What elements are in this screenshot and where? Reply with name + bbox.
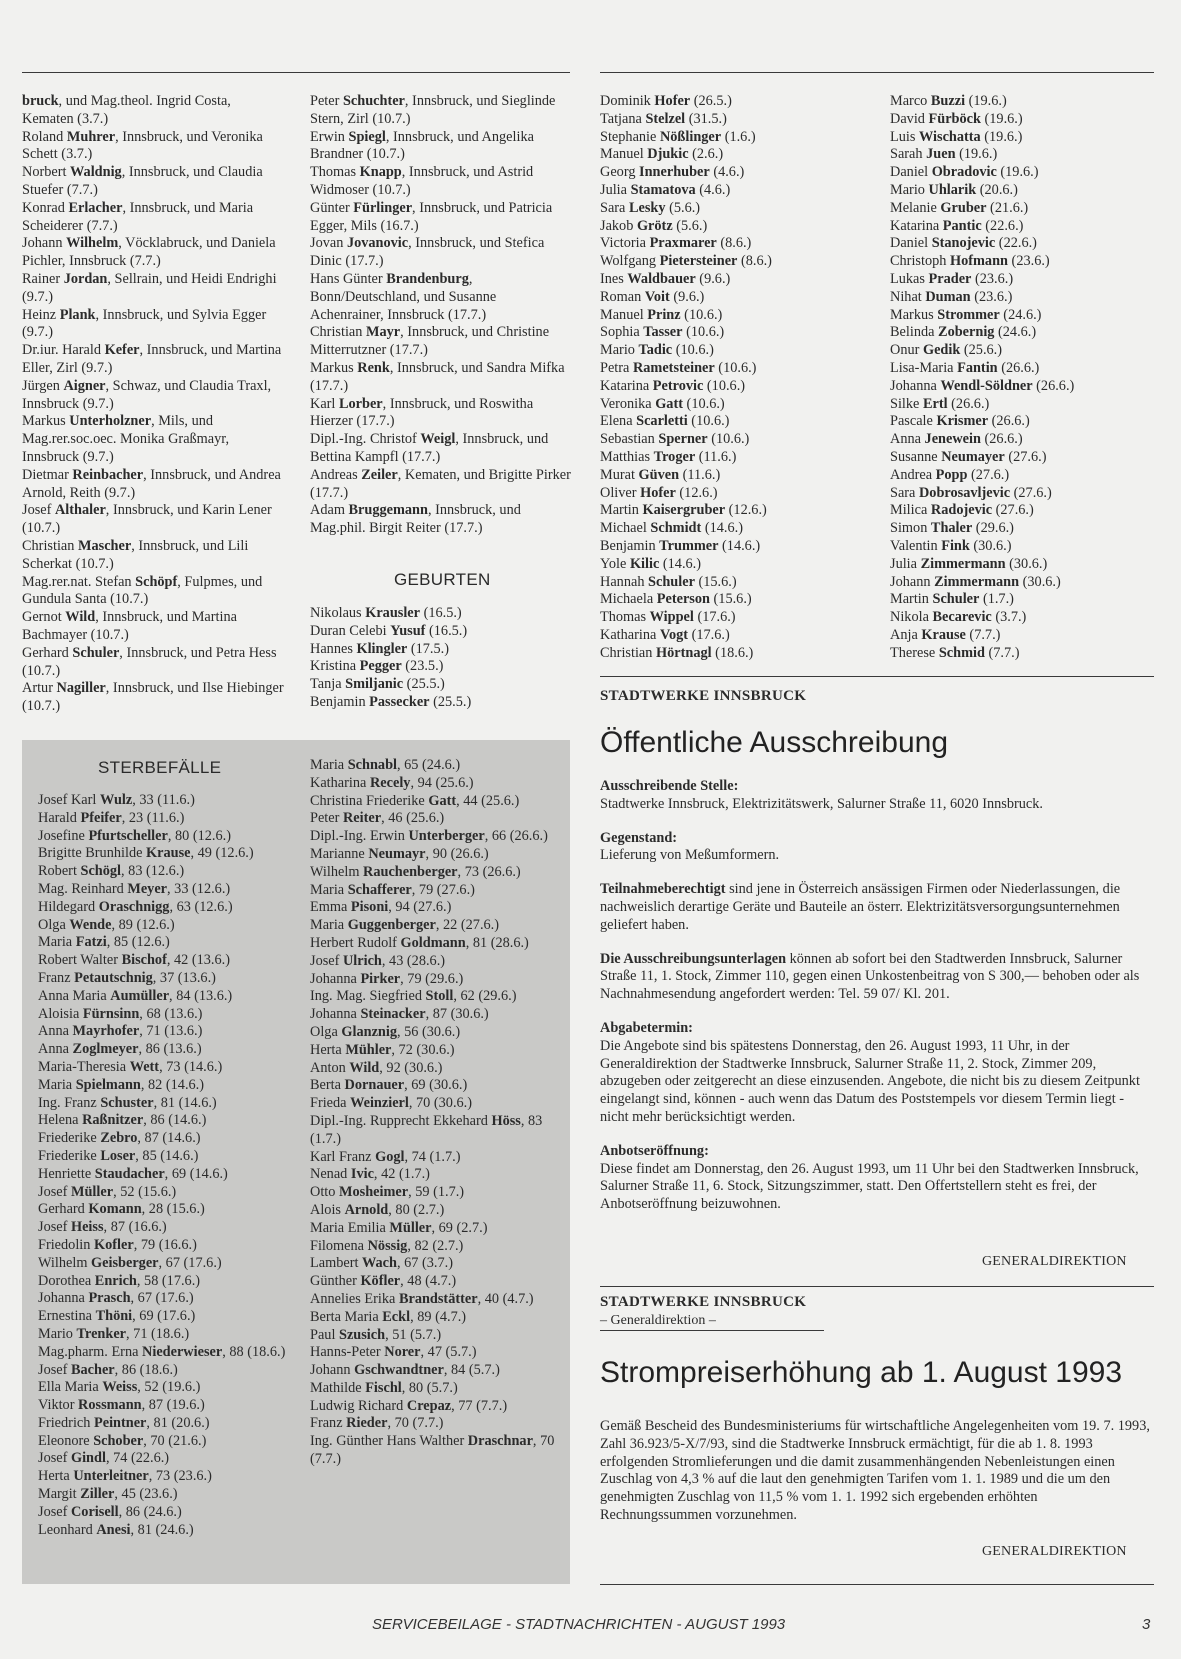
list-item: Lisa-Maria Fantin (26.6.) bbox=[890, 359, 1040, 376]
list-item: Günter Fürlinger, Innsbruck, und Patricia Egger, Mils (16.7.) bbox=[310, 199, 553, 234]
list-item: Melanie Gruber (21.6.) bbox=[890, 199, 1029, 216]
list-item: Dietmar Reinbacher, Innsbruck, und Andrea Arnold, Reith (9.7.) bbox=[22, 466, 281, 501]
list-item: Franz Petautschnig, 37 (13.6.) bbox=[38, 969, 216, 986]
list-item: Henriette Staudacher, 69 (14.6.) bbox=[38, 1165, 228, 1182]
list-item: Ernestina Thöni, 69 (17.6.) bbox=[38, 1308, 196, 1325]
births-col-c bbox=[890, 93, 1154, 663]
list-item: Heinz Plank, Innsbruck, und Sylvia Egger (9.7.) bbox=[22, 306, 267, 341]
list-item: Dipl.-Ing. Rupprecht Ekkehard Höss, 83 (1.7.) bbox=[310, 1112, 543, 1147]
list-item: Michael Schmidt (14.6.) bbox=[600, 520, 743, 537]
list-item: Paul Szusich, 51 (5.7.) bbox=[310, 1326, 442, 1343]
list-item: Günther Köfler, 48 (4.7.) bbox=[310, 1273, 457, 1290]
ausschreibung-rule bbox=[600, 676, 1154, 677]
abgabe-label: Abgabetermin: bbox=[600, 1019, 693, 1036]
list-item: Elena Scarletti (10.6.) bbox=[600, 413, 730, 430]
teilnahme-paragraph bbox=[600, 881, 1152, 934]
list-item: Benjamin Trummer (14.6.) bbox=[600, 537, 761, 554]
top-rule-left bbox=[22, 72, 570, 73]
list-item: Josef Althaler, Innsbruck, und Karin Lener (10.7.) bbox=[22, 502, 272, 537]
list-item: Christian Mascher, Innsbruck, und Lili Scherkat (10.7.) bbox=[22, 537, 249, 572]
list-item: Emma Pisoni, 94 (27.6.) bbox=[310, 899, 452, 916]
list-item: Ing. Mag. Siegfried Stoll, 62 (29.6.) bbox=[310, 988, 517, 1005]
list-item: Christoph Hofmann (23.6.) bbox=[890, 253, 1050, 270]
list-item: Markus Renk, Innsbruck, und Sandra Mifka (17.7.) bbox=[310, 359, 565, 394]
list-item: Kristina Pegger (23.5.) bbox=[310, 658, 444, 675]
list-item: Maria Schafferer, 79 (27.6.) bbox=[310, 881, 475, 898]
list-item: Julia Stamatova (4.6.) bbox=[600, 181, 731, 198]
list-item: Wolfgang Pietersteiner (8.6.) bbox=[600, 253, 772, 270]
list-item: Manuel Djukic (2.6.) bbox=[600, 146, 724, 163]
list-item: Christian Hörtnagl (18.6.) bbox=[600, 644, 754, 661]
list-item: Maria-Theresia Wett, 73 (14.6.) bbox=[38, 1058, 223, 1075]
list-item: Karl Lorber, Innsbruck, und Roswitha Hierzer (17.7.) bbox=[310, 395, 534, 430]
list-item: Nikola Becarevic (3.7.) bbox=[890, 609, 1027, 626]
list-item: Katharina Vogt (17.6.) bbox=[600, 626, 730, 643]
list-item: Roland Muhrer, Innsbruck, und Veronika Schett (3.7.) bbox=[22, 128, 263, 163]
list-item: Nenad Ivic, 42 (1.7.) bbox=[310, 1166, 430, 1183]
list-item: Ines Waldbauer (9.6.) bbox=[600, 270, 731, 287]
list-item: Otto Mosheimer, 59 (1.7.) bbox=[310, 1184, 465, 1201]
strompreis-title: Strompreiserhöhung ab 1. August 1993 bbox=[600, 1356, 1123, 1389]
list-item: Rainer Jordan, Sellrain, und Heidi Endrighi (9.7.) bbox=[22, 270, 277, 305]
list-item: Mag.pharm. Erna Niederwieser, 88 (18.6.) bbox=[38, 1343, 286, 1360]
list-item: Johann Gschwandtner, 84 (5.7.) bbox=[310, 1362, 500, 1379]
list-item: Wilhelm Rauchenberger, 73 (26.6.) bbox=[310, 863, 521, 880]
list-item: Friederike Loser, 85 (14.6.) bbox=[38, 1147, 199, 1164]
list-item: Michaela Peterson (15.6.) bbox=[600, 591, 752, 608]
list-item: Wilhelm Geisberger, 67 (17.6.) bbox=[38, 1254, 222, 1271]
list-item: Belinda Zobernig (24.6.) bbox=[890, 324, 1037, 341]
list-item: Onur Gedik (25.6.) bbox=[890, 342, 1003, 359]
list-item: Hanns-Peter Norer, 47 (5.7.) bbox=[310, 1344, 477, 1361]
list-item: Andrea Popp (27.6.) bbox=[890, 466, 1010, 483]
list-item: Dr.iur. Harald Kefer, Innsbruck, und Martina Eller, Zirl (9.7.) bbox=[22, 342, 282, 376]
list-item: Matthias Troger (11.6.) bbox=[600, 448, 737, 465]
list-item: Berta Maria Eckl, 89 (4.7.) bbox=[310, 1308, 467, 1325]
list-item: Andreas Zeiler, Kematen, und Brigitte Pirker (17.7.) bbox=[310, 466, 571, 501]
list-item: Veronika Gatt (10.6.) bbox=[600, 395, 725, 412]
list-item: Jovan Jovanovic, Innsbruck, und Stefica Dinic (17.7.) bbox=[310, 235, 545, 270]
list-item: Franz Rieder, 70 (7.7.) bbox=[310, 1415, 444, 1432]
list-item: Eleonore Schober, 70 (21.6.) bbox=[38, 1432, 207, 1449]
top-rule-right bbox=[600, 72, 1154, 73]
list-item: Lambert Wach, 67 (3.7.) bbox=[310, 1255, 453, 1272]
list-item: Christina Friederike Gatt, 44 (25.6.) bbox=[310, 792, 520, 809]
list-item: Peter Schuchter, Innsbruck, und Sieglinde Stern, Zirl (10.7.) bbox=[310, 93, 556, 127]
list-item: Dipl.-Ing. Erwin Unterberger, 66 (26.6.) bbox=[310, 828, 548, 845]
list-item: Markus Strommer (24.6.) bbox=[890, 306, 1042, 323]
list-item: Olga Wende, 89 (12.6.) bbox=[38, 916, 175, 933]
list-item: Jakob Grötz (5.6.) bbox=[600, 217, 708, 234]
list-item: Valentin Fink (30.6.) bbox=[890, 537, 1012, 554]
list-item: Gerhard Schuler, Innsbruck, und Petra Hess (10.7.) bbox=[22, 644, 277, 679]
list-item: Milica Radojevic (27.6.) bbox=[890, 502, 1034, 519]
list-item: Frieda Weinzierl, 70 (30.6.) bbox=[310, 1095, 473, 1112]
list-item: Simon Thaler (29.6.) bbox=[890, 520, 1014, 537]
list-item: Duran Celebi Yusuf (16.5.) bbox=[310, 622, 468, 639]
list-item: Katarina Petrovic (10.6.) bbox=[600, 377, 746, 394]
list-item: Maria Guggenberger, 22 (27.6.) bbox=[310, 917, 500, 934]
list-item: Maria Fatzi, 85 (12.6.) bbox=[38, 934, 170, 951]
strompreis-subkicker: – Generaldirektion – bbox=[600, 1313, 824, 1331]
gegenstand-text: Lieferung von Meßumformern. bbox=[600, 847, 780, 864]
list-item: Annelies Erika Brandstätter, 40 (4.7.) bbox=[310, 1290, 534, 1307]
list-item: Julia Zimmermann (30.6.) bbox=[890, 555, 1048, 572]
list-item: Herbert Rudolf Goldmann, 81 (28.6.) bbox=[310, 934, 529, 951]
list-item: Harald Pfeifer, 23 (11.6.) bbox=[38, 809, 185, 826]
list-item: Petra Rametsteiner (10.6.) bbox=[600, 359, 757, 376]
list-item: Konrad Erlacher, Innsbruck, und Maria Scheiderer (7.7.) bbox=[22, 199, 254, 234]
list-item: Robert Walter Bischof, 42 (13.6.) bbox=[38, 952, 230, 969]
geburten-heading: GEBURTEN bbox=[394, 570, 491, 589]
list-item: Viktor Rossmann, 87 (19.6.) bbox=[38, 1397, 205, 1414]
list-item: Mathilde Fischl, 80 (5.7.) bbox=[310, 1379, 458, 1396]
list-item: Dorothea Enrich, 58 (17.6.) bbox=[38, 1272, 201, 1289]
list-item: Erwin Spiegl, Innsbruck, und Angelika Brandner (10.7.) bbox=[310, 128, 534, 163]
list-item: Filomena Nössig, 82 (2.7.) bbox=[310, 1237, 464, 1254]
list-item: Maria Spielmann, 82 (14.6.) bbox=[38, 1076, 205, 1093]
births-col-b bbox=[600, 93, 880, 663]
strompreis-signature: GENERALDIREKTION bbox=[982, 1544, 1127, 1559]
marriages-col-2 bbox=[310, 93, 572, 538]
list-item: Josef Corisell, 86 (24.6.) bbox=[38, 1503, 182, 1520]
page-number: 3 bbox=[1142, 1616, 1151, 1633]
list-item: Johanna Steinacker, 87 (30.6.) bbox=[310, 1006, 489, 1023]
list-item: Anna Mayrhofer, 71 (13.6.) bbox=[38, 1023, 203, 1040]
list-item: Karl Franz Gogl, 74 (1.7.) bbox=[310, 1148, 461, 1165]
list-item: Aloisia Fürnsinn, 68 (13.6.) bbox=[38, 1005, 203, 1022]
ausschreibung-signature: GENERALDIREKTION bbox=[982, 1254, 1127, 1269]
list-item: Christian Mayr, Innsbruck, und Christine Mitterrutzner (17.7.) bbox=[310, 324, 550, 359]
list-item: David Fürböck (19.6.) bbox=[890, 110, 1023, 127]
list-item: Olga Glanznig, 56 (30.6.) bbox=[310, 1023, 461, 1040]
list-item: Dipl.-Ing. Christof Weigl, Innsbruck, und Bettina Kampfl (17.7.) bbox=[310, 431, 549, 465]
list-item: Katharina Recely, 94 (25.6.) bbox=[310, 774, 474, 791]
list-item: Josef Bacher, 86 (18.6.) bbox=[38, 1361, 178, 1378]
list-item: Gernot Wild, Innsbruck, und Martina Bachmayer (10.7.) bbox=[22, 609, 237, 643]
list-item: Nikolaus Krausler (16.5.) bbox=[310, 605, 462, 621]
list-item: Yole Kilic (14.6.) bbox=[600, 555, 702, 572]
list-item: Tatjana Stelzel (31.5.) bbox=[600, 110, 727, 127]
unterlagen-label: Die Ausschreibungsunterlagen bbox=[600, 950, 787, 967]
list-item: Mario Uhlarik (20.6.) bbox=[890, 181, 1018, 198]
list-item: Martin Schuler (1.7.) bbox=[890, 591, 1014, 608]
page-footer: SERVICEBEILAGE - STADTNACHRICHTEN - AUGUST 1993 bbox=[372, 1616, 786, 1633]
list-item: Friedolin Kofler, 79 (16.6.) bbox=[38, 1236, 197, 1253]
deaths-heading: STERBEFÄLLE bbox=[98, 758, 222, 777]
strompreis-kicker: STADTWERKE INNSBRUCK bbox=[600, 1294, 807, 1310]
abgabe-text: Die Angebote sind bis spätestens Donnerstag, den 26. August 1993, 11 Uhr, in der Generaldirektion der Stadtwerke Innsbruck, Salurner Straße 11, 2. Stock, Zimmer 209, abzugeben oder zeitgerecht an diese einzusenden. Angebote, die nicht bis zu diesem Zeitpunkt eingelangt sind, können - auch wenn das Datum des Poststempels vor diesem Termin liegt - nicht mehr berücksichtigt werden. bbox=[600, 1037, 1140, 1125]
list-item: Herta Unterleitner, 73 (23.6.) bbox=[38, 1468, 212, 1485]
list-item: Marco Buzzi (19.6.) bbox=[890, 93, 1007, 109]
teilnahme-text: sind jene in Österreich ansässigen Firmen oder Niederlassungen, die nachweislich derartige Geräte und Bauteile an österr. Elektrizitätsversorgungsunternehmen geliefert haben. bbox=[600, 881, 1121, 933]
list-item: Stephanie Nößlinger (1.6.) bbox=[600, 128, 756, 145]
eroeffnung-label: Anbotseröffnung: bbox=[600, 1142, 709, 1159]
list-item: Luis Wischatta (19.6.) bbox=[890, 128, 1023, 145]
list-item: Hannah Schuler (15.6.) bbox=[600, 573, 737, 590]
list-item: Gerhard Komann, 28 (15.6.) bbox=[38, 1201, 205, 1218]
list-item: Maria Emilia Müller, 69 (2.7.) bbox=[310, 1219, 488, 1236]
list-item: Victoria Praxmarer (8.6.) bbox=[600, 235, 752, 252]
list-item: Mario Trenker, 71 (18.6.) bbox=[38, 1325, 190, 1342]
list-item: Robert Schögl, 83 (12.6.) bbox=[38, 863, 185, 880]
list-item: Ing. Franz Schuster, 81 (14.6.) bbox=[38, 1094, 217, 1111]
list-item: Georg Innerhuber (4.6.) bbox=[600, 164, 745, 181]
list-item: Manuel Prinz (10.6.) bbox=[600, 306, 723, 323]
deaths-col-b bbox=[310, 757, 560, 1469]
unterlagen-paragraph bbox=[600, 951, 1152, 1004]
list-item: Anna Jenewein (26.6.) bbox=[890, 431, 1023, 448]
teilnahme-label: Teilnahmeberechtigt bbox=[600, 881, 726, 898]
list-item: Markus Unterholzner, Mils, und Mag.rer.soc.oec. Monika Graßmayr, Innsbruck (9.7.) bbox=[22, 413, 230, 465]
gegenstand-label: Gegenstand: bbox=[600, 829, 678, 846]
births-col-a bbox=[310, 605, 572, 712]
list-item: Hannes Klingler (17.5.) bbox=[310, 640, 449, 657]
list-item: Katarina Pantic (22.6.) bbox=[890, 217, 1024, 234]
list-item: Josef Heiss, 87 (16.6.) bbox=[38, 1219, 167, 1236]
list-item: Josefine Pfurtscheller, 80 (12.6.) bbox=[38, 827, 231, 844]
list-item: Norbert Waldnig, Innsbruck, und Claudia Stuefer (7.7.) bbox=[22, 164, 263, 198]
list-item: Ing. Günther Hans Walther Draschnar, 70 (7.7.) bbox=[310, 1433, 555, 1468]
list-item: Daniel Obradovic (19.6.) bbox=[890, 164, 1039, 181]
list-item: Anna Zoglmeyer, 86 (13.6.) bbox=[38, 1041, 202, 1058]
list-item: Anja Krause (7.7.) bbox=[890, 626, 1001, 643]
list-item: Peter Reiter, 46 (25.6.) bbox=[310, 810, 445, 827]
list-item: Sophia Tasser (10.6.) bbox=[600, 324, 725, 341]
list-item: Lukas Prader (23.6.) bbox=[890, 270, 1014, 287]
list-item: Murat Güven (11.6.) bbox=[600, 466, 721, 483]
list-item: Sebastian Sperner (10.6.) bbox=[600, 431, 750, 448]
list-item: Johanna Wendl-Söldner (26.6.) bbox=[890, 377, 1075, 394]
list-item: Marianne Neumayr, 90 (26.6.) bbox=[310, 845, 489, 862]
stelle-text: Stadtwerke Innsbruck, Elektrizitätswerk, Salurner Straße 11, 6020 Innsbruck. bbox=[600, 795, 1043, 812]
list-item: Sarah Juen (19.6.) bbox=[890, 146, 998, 163]
stelle-label: Ausschreibende Stelle: bbox=[600, 778, 739, 794]
list-item: Alois Arnold, 80 (2.7.) bbox=[310, 1201, 445, 1218]
list-item: Benjamin Passecker (25.5.) bbox=[310, 693, 472, 710]
list-item: Tanja Smiljanic (25.5.) bbox=[310, 676, 445, 693]
ausschreibung-kicker: STADTWERKE INNSBRUCK bbox=[600, 688, 807, 704]
list-item: Johann Zimmermann (30.6.) bbox=[890, 573, 1061, 590]
list-item: Ella Maria Weiss, 52 (19.6.) bbox=[38, 1379, 201, 1396]
list-item: Mario Tadic (10.6.) bbox=[600, 342, 714, 359]
list-item: Johanna Prasch, 67 (17.6.) bbox=[38, 1290, 194, 1307]
list-item: Johann Wilhelm, Vöcklabruck, und Daniela Pichler, Innsbruck (7.7.) bbox=[22, 235, 276, 270]
list-item: Thomas Knapp, Innsbruck, und Astrid Widmoser (10.7.) bbox=[310, 164, 534, 198]
list-item: Martin Kaisergruber (12.6.) bbox=[600, 502, 767, 519]
bottom-rule bbox=[600, 1584, 1154, 1585]
list-item: Nihat Duman (23.6.) bbox=[890, 288, 1013, 305]
list-item: Friedrich Peintner, 81 (20.6.) bbox=[38, 1414, 210, 1431]
ausschreibung-title: Öffentliche Ausschreibung bbox=[600, 726, 949, 759]
list-item: Oliver Hofer (12.6.) bbox=[600, 484, 718, 501]
list-item: Maria Schnabl, 65 (24.6.) bbox=[310, 757, 461, 773]
list-item: Silke Ertl (26.6.) bbox=[890, 395, 990, 412]
list-item: Therese Schmid (7.7.) bbox=[890, 644, 1020, 661]
list-item: Jürgen Aigner, Schwaz, und Claudia Traxl, Innsbruck (9.7.) bbox=[22, 377, 272, 412]
list-item: Josef Ulrich, 43 (28.6.) bbox=[310, 952, 446, 969]
list-item: Roman Voit (9.6.) bbox=[600, 288, 705, 305]
list-item: Hans Günter Brandenburg, Bonn/Deutschland, und Susanne Achenrainer, Innsbruck (17.7.) bbox=[310, 270, 497, 323]
list-item: Josef Gindl, 74 (22.6.) bbox=[38, 1450, 170, 1467]
strompreis-rule bbox=[600, 1286, 1154, 1287]
marriages-col-1 bbox=[22, 93, 284, 716]
list-item: Mag.rer.nat. Stefan Schöpf, Fulpmes, und Gundula Santa (10.7.) bbox=[22, 573, 263, 608]
list-item: Hildegard Oraschnigg, 63 (12.6.) bbox=[38, 898, 233, 915]
ausschreibung-body bbox=[600, 778, 1152, 1214]
list-item: Josef Karl Wulz, 33 (11.6.) bbox=[38, 792, 195, 808]
list-item: Berta Dornauer, 69 (30.6.) bbox=[310, 1077, 468, 1094]
list-item: Mag. Reinhard Meyer, 33 (12.6.) bbox=[38, 880, 231, 897]
list-item: Susanne Neumayer (27.6.) bbox=[890, 448, 1047, 465]
list-item: Anna Maria Aumüller, 84 (13.6.) bbox=[38, 987, 233, 1004]
unterlagen-text: können ab sofort bei den Stadtwerden Innsbruck, Salurner Straße 11, 1. Stock, Zimmer 110, gegen einen Unkostenbeitrag von S 300,— behoben oder als Nachnahmesendung angefordert werden: Tel. 59 07/ Kl. 201. bbox=[600, 950, 1140, 1003]
list-item: Artur Nagiller, Innsbruck, und Ilse Hiebinger (10.7.) bbox=[22, 680, 284, 715]
list-item: Anton Wild, 92 (30.6.) bbox=[310, 1059, 443, 1076]
list-item: Brigitte Brunhilde Krause, 49 (12.6.) bbox=[38, 845, 254, 862]
list-item: Daniel Stanojevic (22.6.) bbox=[890, 235, 1037, 252]
list-item: Herta Mühler, 72 (30.6.) bbox=[310, 1041, 455, 1058]
list-item: Adam Bruggemann, Innsbruck, und Mag.phil. Birgit Reiter (17.7.) bbox=[310, 502, 521, 537]
list-item: bruck, und Mag.theol. Ingrid Costa, Kematen (3.7.) bbox=[22, 93, 231, 127]
deaths-col-a bbox=[38, 792, 288, 1539]
list-item: Thomas Wippel (17.6.) bbox=[600, 609, 736, 626]
list-item: Friederike Zebro, 87 (14.6.) bbox=[38, 1130, 201, 1147]
list-item: Johanna Pirker, 79 (29.6.) bbox=[310, 970, 464, 987]
list-item: Margit Ziller, 45 (23.6.) bbox=[38, 1486, 178, 1503]
list-item: Josef Müller, 52 (15.6.) bbox=[38, 1183, 177, 1200]
list-item: Dominik Hofer (26.5.) bbox=[600, 93, 732, 109]
list-item: Sara Lesky (5.6.) bbox=[600, 199, 701, 216]
list-item: Pascale Krismer (26.6.) bbox=[890, 413, 1030, 430]
list-item: Sara Dobrosavljevic (27.6.) bbox=[890, 484, 1052, 501]
list-item: Ludwig Richard Crepaz, 77 (7.7.) bbox=[310, 1397, 508, 1414]
list-item: Leonhard Anesi, 81 (24.6.) bbox=[38, 1521, 194, 1538]
list-item: Helena Raßnitzer, 86 (14.6.) bbox=[38, 1112, 207, 1129]
strompreis-body: Gemäß Bescheid des Bundesministeriums für wirtschaftliche Angelegenheiten vom 19. 7. 1993, Zahl 36.923/5-X/7/93, sind die Stadtwerke Innsbruck ermächtigt, für die ab 1. 8. 1993 erfolgenden Stromlieferungen und die damit zusammenhängenden Nebenleistungen einen Zuschlag von 4,3 % auf die laut den genehmigten Tarifen vom 1. 1. 1989 und die um den genehmigten Zuschlag von 11,5 % vom 1. 1. 1992 sich ergebenden erhöhten Rechnungssummen vorzunehmen. bbox=[600, 1418, 1150, 1523]
eroeffnung-text: Diese findet am Donnerstag, den 26. August 1993, um 11 Uhr bei den Stadtwerken Innsbruck, Salurner Straße 11, 6. Stock, Sitzungszimmer, statt. Den Offertstellern steht es frei, der Anbotseröffnung beizuwohnen. bbox=[600, 1160, 1139, 1213]
